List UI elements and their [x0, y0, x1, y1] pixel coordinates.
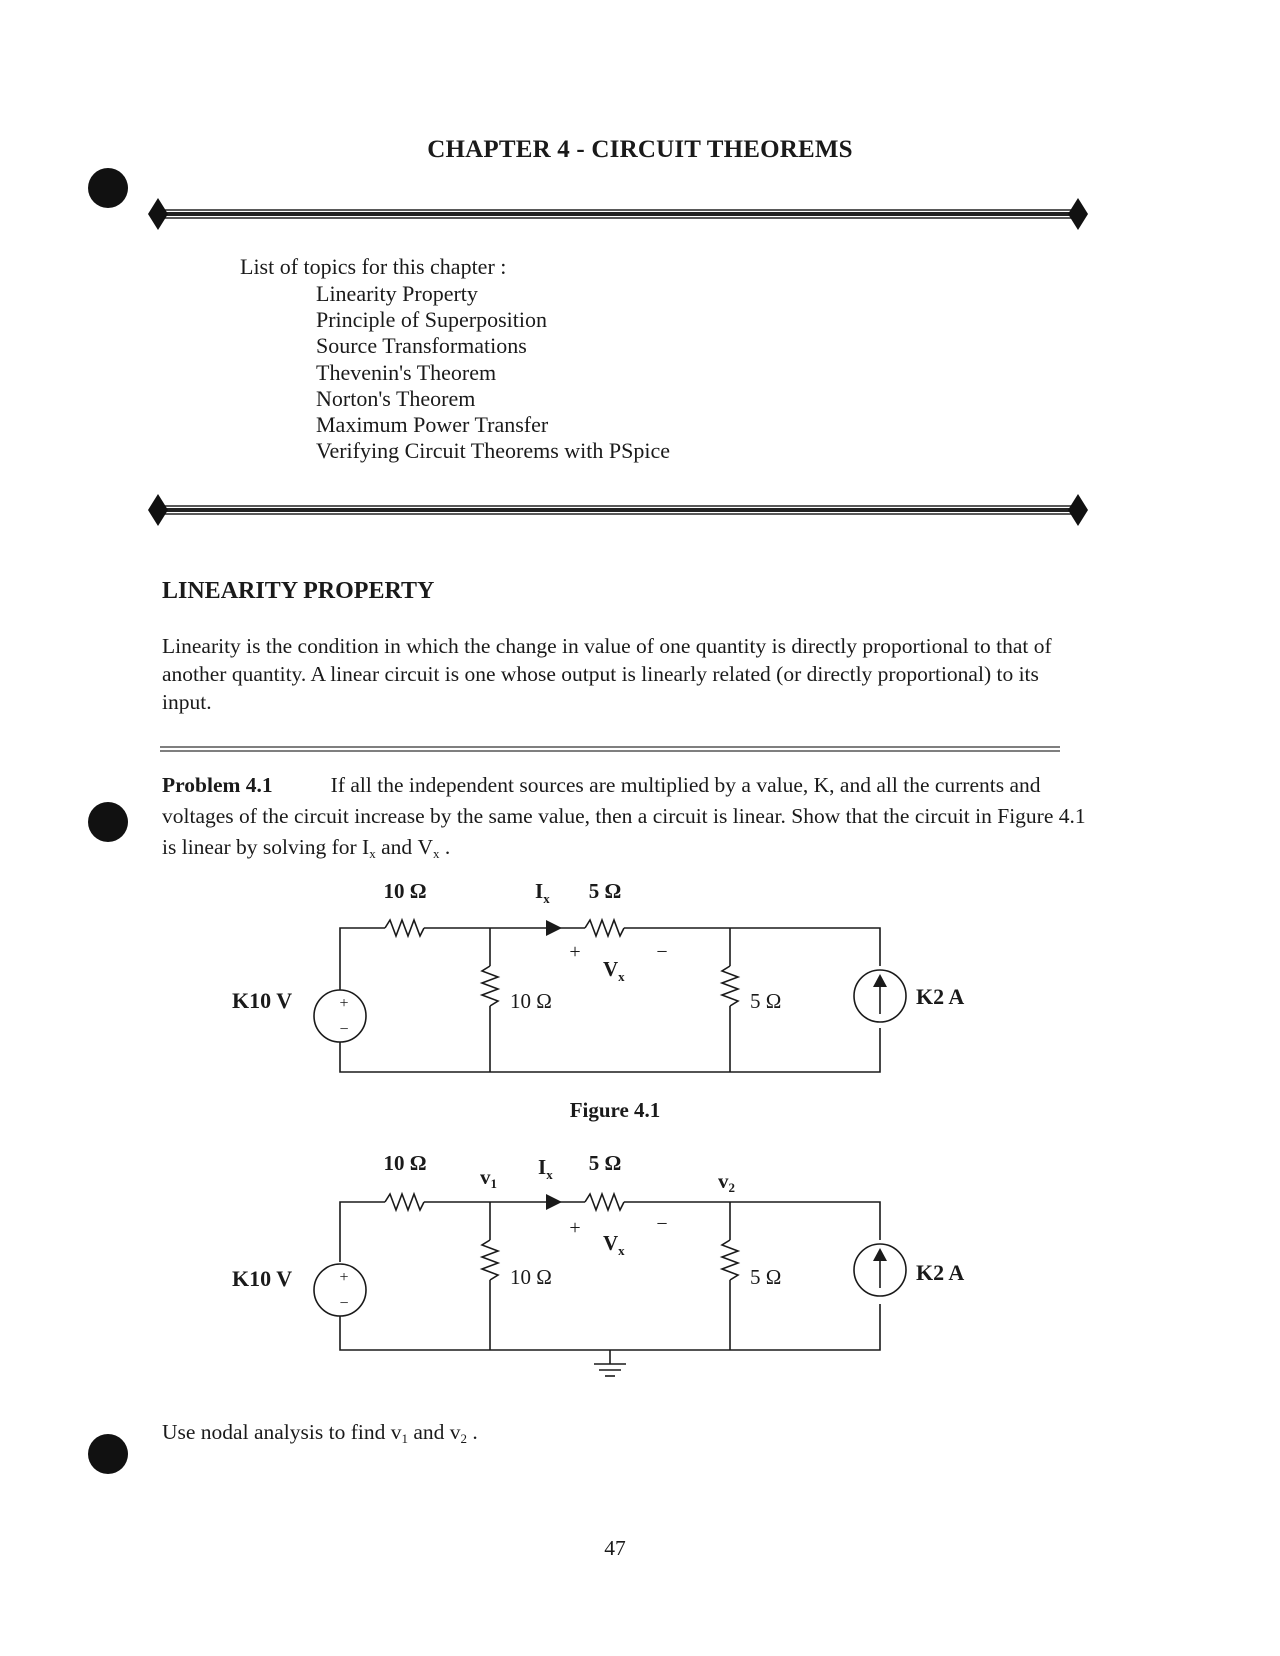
- period: .: [444, 835, 451, 859]
- decorative-rule-bottom: [148, 488, 1088, 532]
- label-vx: $V_x$: [603, 1231, 625, 1258]
- current-arrow-icon: [546, 1194, 562, 1210]
- problem-divider: [160, 744, 1060, 754]
- label-vx: $V_x$: [603, 957, 625, 984]
- nodal-instruction: [162, 1420, 478, 1447]
- label-source-v: K10 V: [232, 988, 293, 1013]
- and-word: and: [413, 1420, 445, 1444]
- section-heading: LINEARITY PROPERTY: [162, 578, 435, 604]
- resistor-10-ohm-series: [385, 920, 424, 936]
- problem-statement: [162, 770, 1092, 869]
- topic-item: Principle of Superposition: [316, 307, 547, 333]
- label-vx-plus: +: [569, 941, 581, 963]
- label-source-i: K2 A: [916, 984, 965, 1009]
- circuit-figure-4-1: [210, 868, 1010, 1093]
- topic-item: Maximum Power Transfer: [316, 412, 549, 438]
- label-node-v1: v1: [480, 1165, 497, 1191]
- ix-symbol: I: [362, 835, 370, 859]
- source-plus: +: [339, 1269, 349, 1286]
- label-r-shunt-2: 5 Ω: [750, 989, 782, 1013]
- source-minus: −: [339, 1295, 349, 1312]
- page-number: 47: [604, 1536, 626, 1560]
- label-vx-plus: +: [569, 1217, 581, 1239]
- punch-hole-bottom: [88, 1434, 128, 1474]
- resistor-10-ohm-series: [385, 1194, 424, 1210]
- resistor-10-ohm-shunt: [482, 1240, 498, 1280]
- topics-list: [316, 281, 670, 464]
- chapter-title: CHAPTER 4 - CIRCUIT THEOREMS: [427, 136, 853, 163]
- label-source-v: K10 V: [232, 1266, 293, 1291]
- ix-subscript: x: [369, 846, 376, 861]
- topic-item: Verifying Circuit Theorems with PSpice: [316, 438, 670, 464]
- label-r-shunt-1: 10 Ω: [510, 1265, 552, 1289]
- label-vx-minus: −: [656, 941, 668, 963]
- source-minus: −: [339, 1021, 349, 1038]
- problem-text: If all the independent sources are multiplied by a value, K, and all the currents and voltages of the circuit increase by the same value, then a circuit is linear. Show that the circuit in Figure 4.1 is linear by solving for: [162, 773, 1086, 859]
- topic-item: Thevenin's Theorem: [316, 359, 497, 385]
- label-r-series-2: 5 Ω: [588, 1151, 622, 1175]
- topic-item: Linearity Property: [316, 281, 478, 306]
- label-vx-minus: −: [656, 1213, 668, 1235]
- topics-heading: List of topics for this chapter :: [240, 254, 507, 279]
- punch-hole-top: [88, 168, 128, 208]
- label-source-i: K2 A: [916, 1260, 965, 1285]
- figure-caption: Figure 4.1: [569, 1098, 661, 1122]
- label-r-shunt-1: 10 Ω: [510, 989, 552, 1013]
- topic-item: Source Transformations: [316, 333, 527, 359]
- section-paragraph: Linearity is the condition in which the change in value of one quantity is directly proportional to that of another quantity. A linear circuit is one whose output is linearly related (or directly proportional) to its input.: [162, 634, 1052, 714]
- label-r-series-1: 10 Ω: [383, 1151, 427, 1175]
- v2-symbol: v: [449, 1420, 461, 1444]
- current-arrow-icon: [546, 920, 562, 936]
- resistor-5-ohm-shunt: [722, 1240, 738, 1280]
- vx-subscript: x: [433, 846, 440, 861]
- problem-label: Problem 4.1: [162, 773, 273, 797]
- resistor-5-ohm-shunt: [722, 966, 738, 1006]
- v1-symbol: v: [390, 1420, 402, 1444]
- decorative-rule-top: [148, 192, 1088, 236]
- label-r-series-1: 10 Ω: [383, 879, 427, 903]
- source-plus: +: [339, 995, 349, 1012]
- resistor-10-ohm-shunt: [482, 966, 498, 1006]
- nodal-text: Use nodal analysis to find: [162, 1420, 391, 1444]
- resistor-5-ohm-series: [585, 920, 624, 936]
- v1-subscript: 1: [401, 1431, 408, 1446]
- label-r-shunt-2: 5 Ω: [750, 1265, 782, 1289]
- v2-subscript: 2: [460, 1431, 467, 1446]
- label-current: $I_x$: [535, 879, 550, 906]
- resistor-5-ohm-series: [585, 1194, 624, 1210]
- and-word: and: [381, 835, 413, 859]
- label-r-series-2: 5 Ω: [588, 879, 622, 903]
- label-node-v2: v2: [718, 1169, 735, 1195]
- period: .: [472, 1420, 478, 1444]
- vx-symbol: V: [417, 835, 434, 859]
- label-current: $I_x$: [538, 1155, 553, 1182]
- circuit-nodal-analysis: [210, 1140, 1010, 1400]
- topic-item: Norton's Theorem: [316, 385, 476, 411]
- punch-hole-middle: [88, 802, 128, 842]
